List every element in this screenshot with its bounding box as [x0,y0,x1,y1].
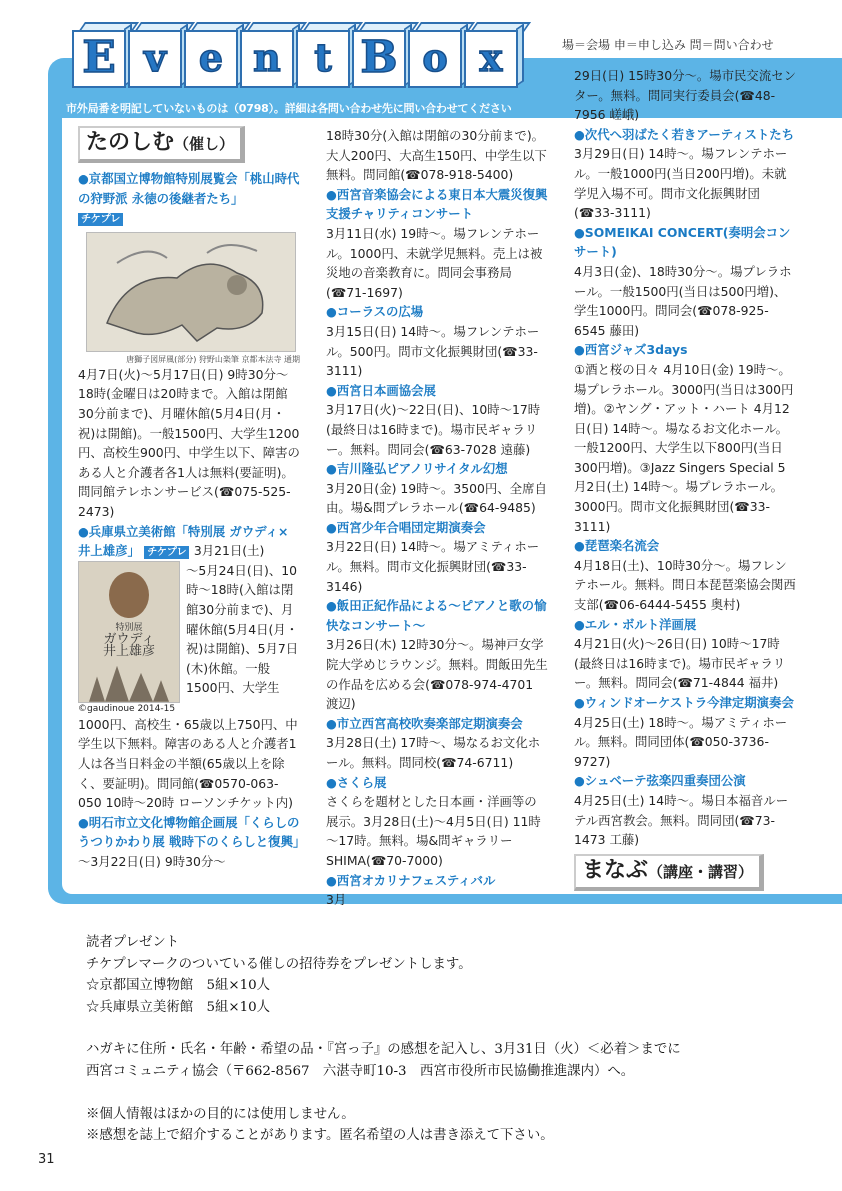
title-cube: n [240,22,298,86]
event-body: 18時30分(入館は閉館の30分前まで)。大人200円、大高生150円、中学生以下無料。問同館(☎078-918-5400) [326,128,547,183]
section-heading-learn: まなぶ（講座・講習） [574,854,796,891]
event-body: 1000円、高校生・65歳以上750円、中学生以下無料。障害のある人と介護者1人は各当日料金の半額(65歳以上を除く、要証明)。問同館(☎0570-063-050 10時～20時 ローソンチケット内) [78,716,298,811]
gaudi-poster-image: 特別展 ガウディ 井上雄彦 [78,561,180,703]
event-title: ●西宮日本画協会展 [326,382,436,398]
event-title: ●エル・ボルト洋画展 [574,616,697,632]
event-body: 3月11日(水) 19時～。場フレンテホール。1000円、未就学児無料。売上は被災地の音楽教育に。問同会事務局(☎71-1697) [326,225,543,300]
event-title: ●シュベーテ弦楽四重奏団公演 [574,773,746,789]
event-title: ●さくら展 [326,774,387,790]
event-body: 3月15日(日) 14時～。場フレンテホール。500円。問市文化振興財団(☎33-3111) [326,323,540,379]
section-heading-enjoy: たのしむ（催し） [78,126,300,163]
legend-text: 場＝会場 申＝申し込み 問＝問い合わせ [562,38,774,52]
reader-present-notice [86,932,681,1147]
folding-screen-lion-image [86,232,296,352]
column-3 [574,66,796,891]
footer-line: ☆京都国立博物館 5組×10人 [86,978,271,994]
event-body: ～5月24日(日)、10時～18時(入館は閉館30分前まで)、月曜休館(5月4日(月・祝)は開館)、5月7日(木)休館。一般1500円、大学生 [186,562,299,696]
event-title: ●コーラスの広場 [326,304,424,320]
event-body: さくらを題材とした日本画・洋画等の展示。3月28日(土)～4月5日(日) 11時～17時。無料。場&問ギャラリー SHIMA(☎70-7000) [326,794,541,868]
page-number: 31 [38,1152,55,1167]
footer-line: 西宮コミュニティ協会（〒662-8567 六湛寺町10-3 西宮市役所市民協働推進課内）へ。 [86,1063,635,1079]
event-title: ●明石市立文化博物館企画展「くらしのうつりかわり展 戦時下のくらしと復興」 [78,814,306,850]
event-body: 3月 [326,892,347,908]
event-body: 4月7日(火)～5月17日(日) 9時30分～18時(金曜日は20時まで。入館は閉館30分前まで)、月曜休館(5月4日(月・祝)は開館)。一般1500円、大学生1200円、高校生900円、中学生以下、障害のある人と介護者各1人は無料(要証明)。問同館テレホンサービス(☎075-525-2473) [78,366,300,519]
event-title: ●SOMEIKAI CONCERT(奏明会コンサート) [574,224,791,260]
title-cube: x [464,22,522,86]
event-title: ●兵庫県立美術館「特別展 ガウディ×井上雄彦」 チケプレ 3月21日(土) [78,523,289,559]
column-1 [78,126,306,871]
column-2 [326,126,548,910]
event-body: 29日(日) 15時30分～。場市民交流センター。無料。問同実行委員会(☎48-7956 嵯峨) [574,68,796,123]
title-cube: e [184,22,242,86]
event-title: ●市立西宮高校吹奏楽部定期演奏会 [326,715,523,731]
event-title: ●ウィンドオーケストラ今津定期演奏会 [574,695,794,710]
event-body: 3月17日(火)～22日(日)、10時～17時(最終日は16時まで)。場市民ギャラリー。無料。問同会(☎63-7028 遠藤) [326,402,541,457]
footer-line: ※感想を誌上で紹介することがあります。匿名希望の人は書き添えて下さい。 [86,1128,554,1144]
footer-line: ☆兵庫県立美術館 5組×10人 [86,999,271,1015]
image-caption: 唐獅子図屏風(部分) 狩野山楽筆 京都本法寺 通期 [126,354,300,364]
event-body: 3月20日(金) 19時～。3500円、全席自由。場&問プレラホール(☎64-9485) [326,480,547,516]
event-title: ●次代へ羽ばたく若きアーティストたち [574,126,795,142]
event-body: 3月29日(日) 14時～。場フレンテホール。一般1000円(当日200円増)。未就学児入場不可。問市文化振興財団(☎33-3111) [574,146,788,221]
event-title: ●吉川隆弘ピアノリサイタル幻想 [326,461,508,477]
title-cube: v [128,22,186,86]
footer-line: ※個人情報はほかの目的には使用しません。 [86,1106,355,1122]
event-body: 3月26日(木) 12時30分～。場神戸女学院大学めじラウンジ。無料。問飯田先生の作品を広める会(☎078-974-4701 渡辺) [326,637,548,712]
event-title: ●京都国立博物館特別展覧会「桃山時代の狩野派 永徳の後継者たち」 [78,171,300,206]
event-body: 3月28日(土) 17時～、場なるお文化ホール。無料。問同校(☎74-6711) [326,735,541,770]
notice-text: 市外局番を明記していないものは（0798）。詳細は各問い合わせ先に問い合わせてください [66,102,512,115]
event-title: ●西宮オカリナフェスティバル [326,872,496,888]
title-cube: t [296,22,354,86]
image-credit: ©gaudinoue 2014-15 [78,703,176,714]
event-body: ～3月22日(日) 9時30分～ [78,853,226,869]
gaudi-row [78,561,300,715]
event-title: ●琵琶楽名流会 [574,538,660,554]
event-body: 4月21日(火)～26日(日) 10時～17時(最終日は16時まで)。場市民ギャラリー。無料。問同会(☎71-4844 福井) [574,636,786,691]
event-title: ●西宮音楽協会による東日本大震災復興支援チャリティコンサート [326,186,548,222]
event-body: ①酒と桜の日々 4月10日(金) 19時～。場プレラホール。3000円(当日は300円増)。②ヤング・アット・ハート 4月12日(日) 14時～。場なるお文化ホール。一般1200円、大学生以下800円(当日300円増)。③Jazz Singers Special 5月2日(土) 14時～。場プレラホール。3000円。問市文化振興財団(☎33-3111) [574,361,794,534]
footer-line: ハガキに住所・氏名・年齢・希望の品・『宮っ子』の感想を記入し、3月31日（火）＜必着＞までに [86,1042,681,1058]
footer-line: チケプレマークのついている催しの招待券をプレゼントします。 [86,956,472,972]
event-title: ●飯田正紀作品による～ピアノと歌の愉快なコンサート～ [326,598,547,633]
footer-line: 読者プレゼント [86,935,180,950]
title-cube: E [72,22,130,86]
ticket-present-badge: チケプレ [78,213,123,226]
title-cube: B [352,22,410,86]
event-title: ●西宮ジャズ3days [574,342,688,358]
event-body: 4月3日(金)、18時30分～。場プレラホール。一般1500円(当日は500円増)、学生1000円。問同会(☎078-925-6545 藤田) [574,263,792,338]
event-body: 3月22日(日) 14時～。場アミティホール。無料。問市文化振興財団(☎33-3146) [326,539,540,594]
event-body: 4月18日(土)、10時30分～。場フレンテホール。無料。問日本琵琶楽協会関西支部(☎06-6444-5455 奥村) [574,557,796,613]
title-cube: o [408,22,466,86]
ticket-present-badge: チケプレ [144,546,189,559]
event-title: ●西宮少年合唱団定期演奏会 [326,519,486,535]
event-body: 4月25日(土) 18時～。場アミティホール。無料。問同団体(☎050-3736-9727) [574,714,788,769]
event-body: 4月25日(土) 14時～。場日本福音ルーテル西宮教会。無料。問同団(☎73-1473 工藤) [574,792,789,848]
